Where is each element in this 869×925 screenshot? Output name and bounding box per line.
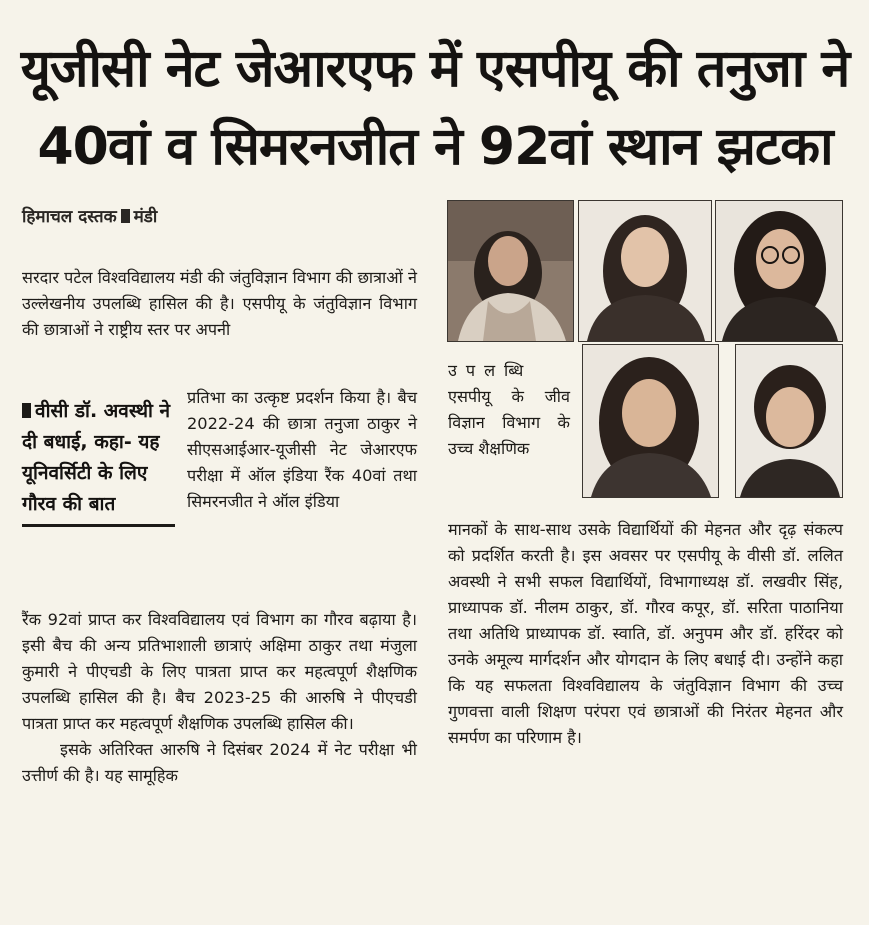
photo-caption — [448, 358, 570, 462]
square-bullet-icon — [22, 403, 31, 418]
caption-spaced: उपलब्धि — [448, 361, 533, 380]
square-bullet-icon — [121, 209, 130, 223]
portrait-icon — [583, 345, 718, 497]
pullquote-text: वीसी डॉ. अवस्थी ने दी बधाई, कहा- यह यूनिवर्सिटी के लिए गौरव की बात — [22, 400, 171, 515]
article-left-bottom — [22, 607, 417, 789]
article-left-top — [22, 265, 417, 343]
caption-rest: एसपीयू के जीव विज्ञान विभाग के उच्च शैक्षणिक — [448, 387, 570, 458]
article-left-mid — [187, 385, 417, 515]
photo-student-5 — [735, 344, 843, 498]
photo-student-4 — [582, 344, 719, 498]
portrait-icon — [579, 201, 711, 341]
headline — [10, 30, 860, 186]
photo-student-2 — [578, 200, 712, 342]
byline-source: हिमाचल दस्तक — [22, 207, 117, 227]
portrait-icon — [736, 345, 842, 497]
photo-student-3 — [715, 200, 843, 342]
byline-place: मंडी — [133, 207, 158, 227]
article-paragraph: सरदार पटेल विश्वविद्यालय मंडी की जंतुविज्ञान विभाग की छात्राओं ने उल्लेखनीय उपलब्धि हासिल की है। एसपीयू के जंतुविज्ञान विभाग की छात्राओं ने राष्ट्रीय स्तर पर अपनी — [22, 268, 417, 339]
article-paragraph: रैंक 92वां प्राप्त कर विश्वविद्यालय एवं विभाग का गौरव बढ़ाया है। इसी बैच की अन्य प्रतिभाशाली छात्राएं अक्षिमा ठाकुर तथा मंजुला कुमारी ने पीएचडी के लिए पात्रता प्राप्त कर महत्वपूर्ण शैक्षणिक उपलब्धि हासिल की है। बैच 2023-25 की आरुषि ने पीएचडी पात्रता प्राप्त कर महत्वपूर्ण शैक्षणिक उपलब्धि हासिल की। — [22, 610, 417, 733]
headline-line-1: यूजीसी नेट जेआरएफ में एसपीयू की तनुजा ने — [20, 39, 850, 99]
article-paragraph: मानकों के साथ-साथ उसके विद्यार्थियों की मेहनत और दृढ़ संकल्प को प्रदर्शित करती है। इस अवसर पर एसपीयू के वीसी डॉ. ललित अवस्थी ने सभी सफल विद्यार्थियों, विभागाध्यक्ष डॉ. लखवीर सिंह, प्राध्यापक डॉ. नीलम ठाकुर, डॉ. गौरव कपूर, डॉ. सरिता पाठानिया तथा अतिथि प्राध्यापक डॉ. स्वाति, डॉ. अनुपम और डॉ. हरिंदर को उनके अमूल्य मार्गदर्शन और योगदान के लिए बधाई दी। उन्होंने कहा कि यह सफलता विश्वविद्यालय के जंतुविज्ञान विभाग की उच्च गुणवत्ता वाली शिक्षण परंपरा एवं छात्राओं की निरंतर मेहनत और समर्पण का परिणाम है। — [448, 520, 843, 747]
article-paragraph-2: इसके अतिरिक्त आरुषि ने दिसंबर 2024 में नेट परीक्षा भी उत्तीर्ण की है। यह सामूहिक — [22, 740, 417, 785]
portrait-icon — [448, 201, 573, 341]
portrait-icon — [716, 201, 842, 341]
byline — [22, 204, 157, 227]
photo-student-1 — [447, 200, 574, 342]
article-right-bottom — [448, 517, 843, 751]
article-paragraph: प्रतिभा का उत्कृष्ट प्रदर्शन किया है। बैच 2022-24 की छात्रा तनुजा ठाकुर ने सीएसआईआर-यूजीसी नेट जेआरएफ परीक्षा में ऑल इंडिया रैंक 40वां तथा सिमरनजीत ने ऑल इंडिया — [187, 388, 417, 511]
pullquote — [22, 396, 175, 527]
headline-line-2: 40वां व सिमरनजीत ने 92वां स्थान झटका — [37, 117, 833, 177]
